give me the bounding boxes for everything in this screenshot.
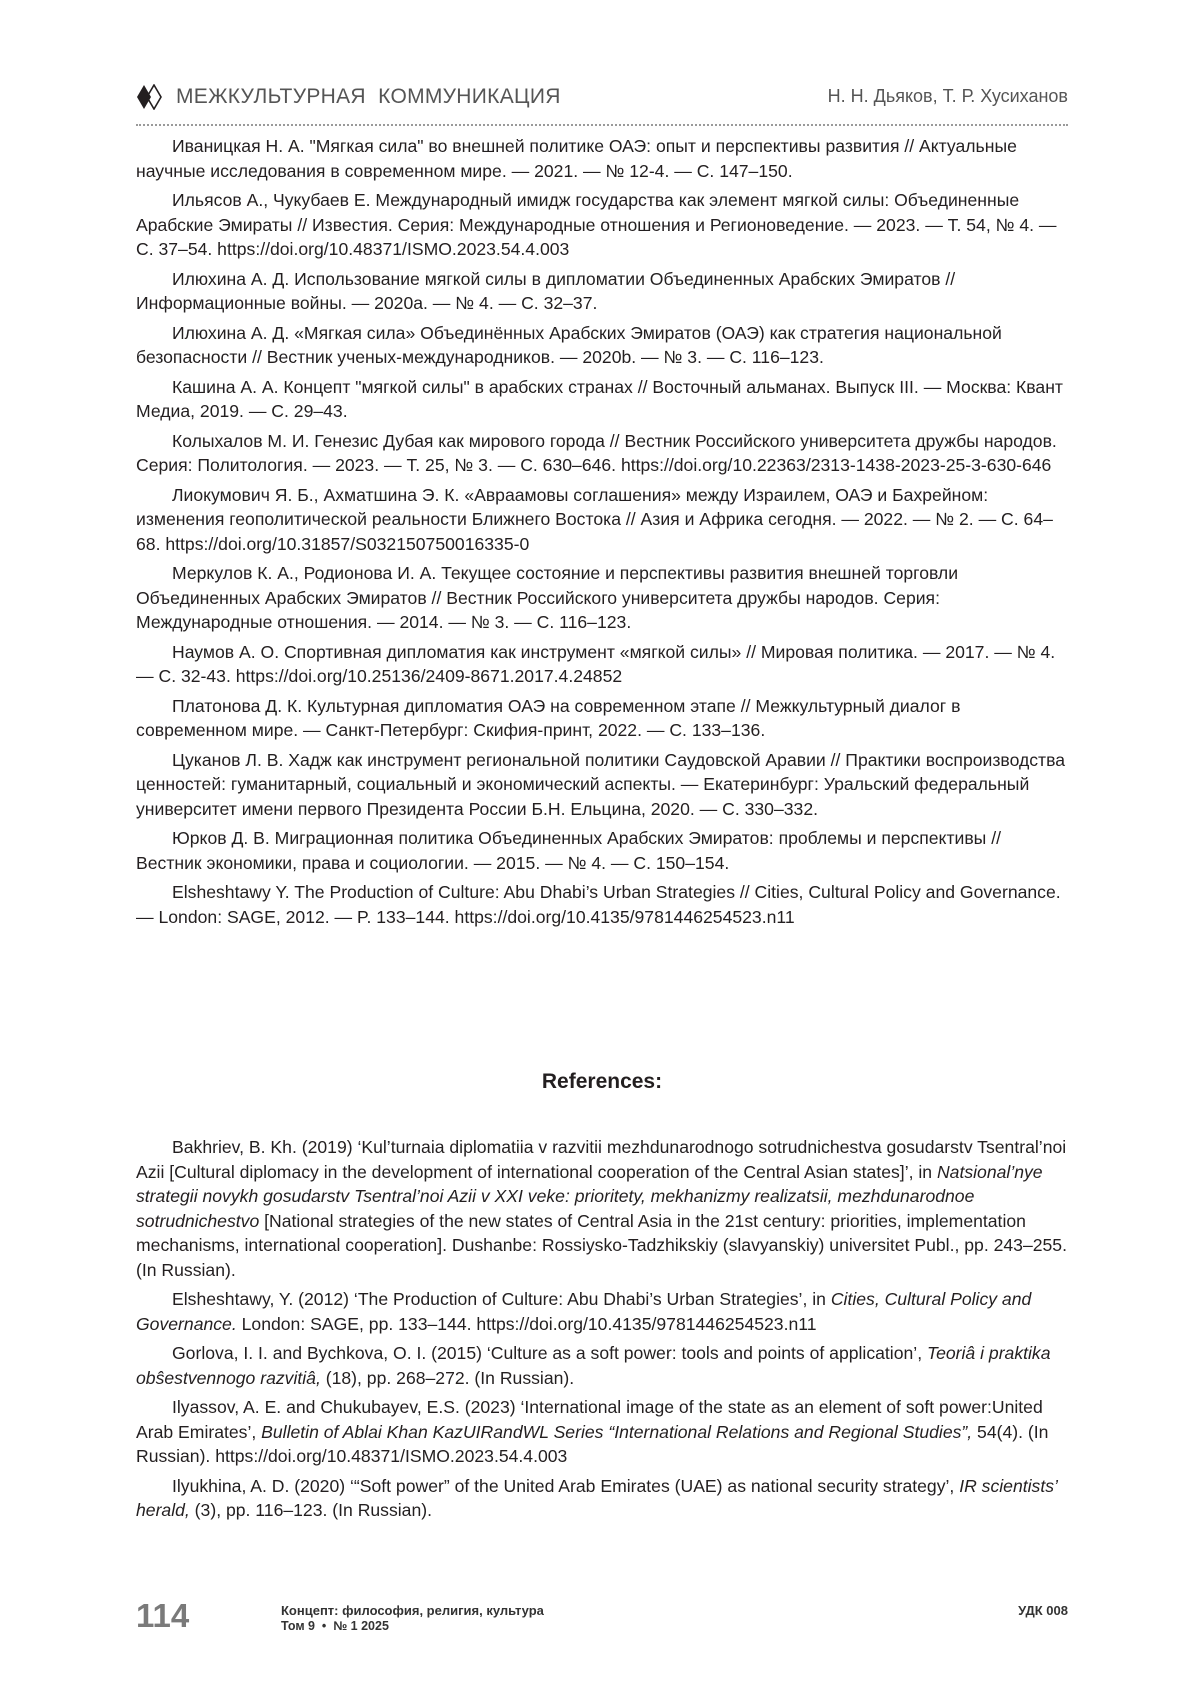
diamond-icon xyxy=(136,84,166,110)
reference-item: Юрков Д. В. Миграционная политика Объединенных Арабских Эмиратов: проблемы и перспективы // Вестник экономики, права и социологии. — 2015. — № 4. — С. 150–154. xyxy=(136,828,1001,873)
reference-item: Колыхалов М. И. Генезис Дубая как мирового города // Вестник Российского университета дружбы народов. Серия: Политология. — 2023. — Т. 25, № 3. — С. 630–646. https://doi.org/10.22363/2313-1438-2023-25-3-630-646 xyxy=(136,430,1057,475)
reference-text: 54(4). (In Russian). https://doi.org/10.48371/ISMO.2023.54.4.003 xyxy=(136,1421,1049,1466)
reference-item xyxy=(136,1341,1068,1390)
reference-text: Bakhriev, B. Kh. (2019) ‘Kul’turnaia diplomatiia v razvitii mezhdunarodnogo sotrudnichestva gosudarstv Tsentral’noi Azii [Cultural diplomacy in the development of international cooperation of the Central Asian states]’, in xyxy=(136,1137,1067,1182)
reference-source-title: Natsional’nye strategii novykh gosudarstv Tsentral’noi Azii v XXI veke: prioritety, mekhanizmy realizatsii, mezhdunarodnoe sotrudnichestvo xyxy=(136,1161,1043,1231)
reference-text: (3), pp. 116–123. (In Russian). xyxy=(189,1500,433,1520)
reference-text: [National strategies of the new states of Central Asia in the 21st century: priorities, implementation mechanisms, international cooperation]. Dushanbe: Rossiysko-Tadzhikskiy (slavyanskiy) universitet Publ., pp. 243–255. (In Russian). xyxy=(136,1210,1067,1280)
running-title: МЕЖКУЛЬТУРНАЯ КОММУНИКАЦИЯ xyxy=(176,85,561,108)
journal-name: Концепт: философия, религия, культура xyxy=(281,1603,544,1618)
reference-list-english xyxy=(136,1135,1068,1528)
reference-source-title: Bulletin of Ablai Khan KazUIRandWL Series “International Relations and Regional Studies”, xyxy=(261,1421,973,1442)
header-divider xyxy=(136,124,1068,126)
reference-source-title: IR scientists’ herald, xyxy=(136,1475,1057,1520)
reference-source-title: Teoriâ i praktika obŝestvennogo razvitiâ, xyxy=(136,1343,1051,1388)
references-heading: References: xyxy=(541,1070,663,1093)
reference-text: (18), pp. 268–272. (In Russian). xyxy=(320,1367,575,1388)
udc-code: УДК 008 xyxy=(1018,1603,1068,1618)
reference-item xyxy=(136,1474,1068,1523)
page-footer xyxy=(136,1595,1068,1655)
reference-item: Кашина А. А. Концепт "мягкой силы" в арабских странах // Восточный альманах. Выпуск III. — Москва: Квант Медиа, 2019. — С. 29–43. xyxy=(136,376,1063,421)
reference-text: Ilyassov, A. E. and Chukubayev, E.S. (2023) ‘International image of the state as an element of soft power:United Arab Emirates’, xyxy=(136,1397,1043,1442)
reference-item xyxy=(136,1287,1068,1336)
header-left xyxy=(136,84,561,110)
header-authors: Н. Н. Дьяков, Т. Р. Хусиханов xyxy=(827,86,1068,106)
reference-item xyxy=(136,1135,1068,1282)
reference-item: Иваницкая Н. А. "Мягкая сила" во внешней политике ОАЭ: опыт и перспективы развития // Актуальные научные исследования в современном мире. — 2021. — № 12-4. — С. 147–150. xyxy=(136,136,1017,181)
reference-item: Elsheshtawy Y. The Production of Culture: Abu Dhabi’s Urban Strategies // Cities, Cultural Policy and Governance. — London: SAGE, 2012. — P. 133–144. https://doi.org/10.4135/9781446254523.n11 xyxy=(136,882,1061,927)
reference-item: Меркулов К. А., Родионова И. А. Текущее состояние и перспективы развития внешней торговли Объединенных Арабских Эмиратов // Вестник Российского университета дружбы народов. Серия: Международные отношения. — 2014. — № 3. — С. 116–123. xyxy=(136,563,959,632)
article-page xyxy=(136,62,1068,1662)
reference-item: Илюхина А. Д. Использование мягкой силы в дипломатии Объединенных Арабских Эмиратов // Информационные войны. — 2020а. — № 4. — С. 32–37. xyxy=(136,268,956,313)
reference-item: Цуканов Л. В. Хадж как инструмент региональной политики Саудовской Аравии // Практики воспроизводства ценностей: гуманитарный, социальный и экономический аспекты. — Екатеринбург: Уральский федеральный университет имени первого Президента России Б.Н. Ельцина, 2020. — С. 330–332. xyxy=(136,749,1066,819)
reference-list-russian xyxy=(136,134,1068,934)
reference-item: Ильясов А., Чукубаев Е. Международный имидж государства как элемент мягкой силы: Объединенные Арабские Эмираты // Известия. Серия: Международные отношения и Регионоведение. — 2023. — Т. 54, № 4. — С. 37–54. https://doi.org/10.48371/ISMO.2023.54.4.003 xyxy=(136,190,1057,259)
reference-item: Илюхина А. Д. «Мягкая сила» Объединённых Арабских Эмиратов (ОАЭ) как стратегия национальной безопасности // Вестник ученых-международников. — 2020b. — № 3. — С. 116–123. xyxy=(136,322,1002,367)
running-header xyxy=(136,74,1068,118)
reference-item: Лиокумович Я. Б., Ахматшина Э. К. «Авраамовы соглашения» между Израилем, ОАЭ и Бахрейном: изменения геополитической реальности Ближнего Востока // Азия и Африка сегодня. — 2022. — № 2. — С. 64–68. https://doi.org/10.31857/S032150750016335-0 xyxy=(136,484,1053,554)
reference-item: Наумов А. О. Спортивная дипломатия как инструмент «мягкой силы» // Мировая политика. — 2017. — № 4. — С. 32-43. https://doi.org/10.25136/2409-8671.2017.4.24852 xyxy=(136,641,1056,686)
reference-text: Elsheshtawy, Y. (2012) ‘The Production of Culture: Abu Dhabi’s Urban Strategies’, in xyxy=(172,1289,831,1309)
reference-text: London: SAGE, pp. 133–144. https://doi.org/10.4135/9781446254523.n11 xyxy=(236,1313,817,1334)
reference-item: Платонова Д. К. Культурная дипломатия ОАЭ на современном этапе // Межкультурный диалог в современном мире. — Санкт-Петербург: Скифия-принт, 2022. — С. 133–136. xyxy=(136,695,961,740)
journal-issue: Том 9 • № 1 2025 xyxy=(281,1619,389,1633)
reference-source-title: Cities, Cultural Policy and Governance. xyxy=(136,1289,1032,1334)
page-number: 114 xyxy=(136,1597,190,1634)
reference-text: Gorlova, I. I. and Bychkova, O. I. (2015) ‘Culture as a soft power: tools and points of application’, xyxy=(172,1343,927,1363)
reference-item xyxy=(136,1395,1068,1469)
reference-text: Ilyukhina, A. D. (2020) ‘“Soft power” of the United Arab Emirates (UAE) as national security strategy’, xyxy=(172,1475,960,1496)
